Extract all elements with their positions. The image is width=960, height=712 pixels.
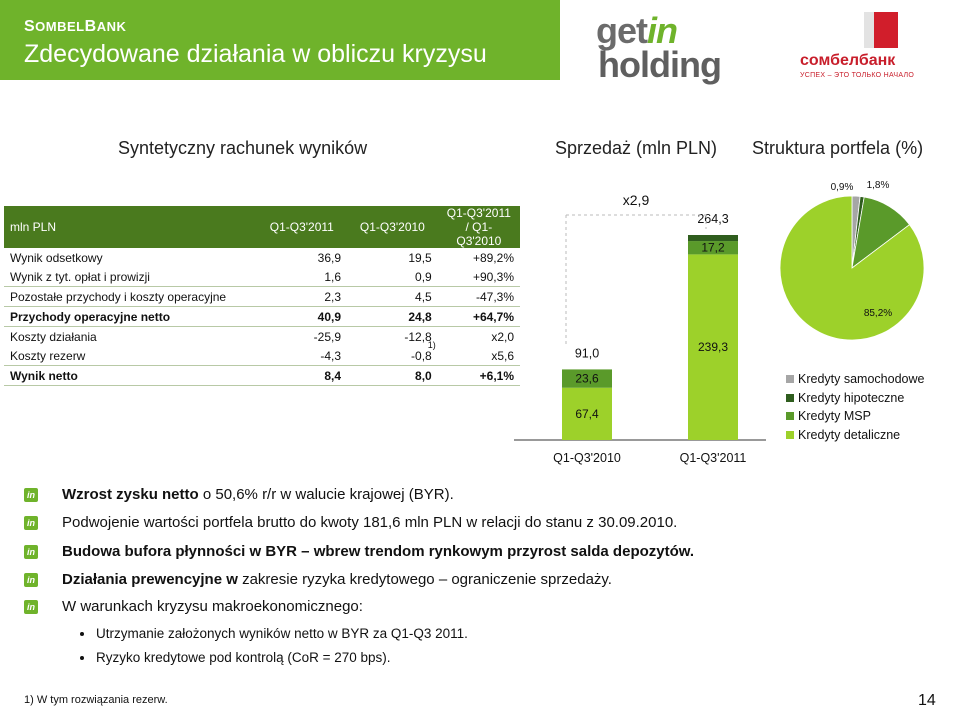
getin-bullet-icon: in: [24, 573, 38, 587]
logo-text: get: [596, 10, 647, 51]
table-row: [4, 366, 520, 386]
brand-name: SOMBELBANK: [24, 18, 127, 35]
bullet-rest: Podwojenie wartości portfela brutto do kwoty 181,6 mln PLN w relacji do stanu z 30.09.2010.: [62, 514, 678, 531]
table-cell: [347, 340, 438, 366]
pie-slice-label: 1,8%: [866, 180, 890, 191]
section-title-income: Syntetyczny rachunek wyników: [118, 138, 368, 158]
table-header: Q1-Q3'2010: [347, 206, 438, 248]
legend-item: [786, 389, 924, 408]
table-cell: -25,9: [313, 329, 342, 344]
legend-label: Kredyty samochodowe: [798, 372, 925, 386]
legend-swatch: [786, 431, 794, 439]
category-label: Q1-Q3'2010: [553, 451, 621, 465]
legend-swatch: [786, 394, 794, 402]
pie-slice-label: 85,2%: [863, 308, 893, 319]
table-cell: 8,0: [347, 366, 438, 386]
pie-legend: [786, 370, 924, 444]
table-cell: -47,3%: [438, 287, 520, 307]
table-row: [4, 327, 520, 347]
table-row: [4, 287, 520, 307]
bullet-dot-icon: [80, 632, 84, 636]
bar-value-label: 67,4: [575, 406, 599, 421]
legend-swatch: [786, 412, 794, 420]
table-row: [4, 248, 520, 267]
bar-value-label: 17,2: [701, 240, 725, 255]
section-title-portfolio: Struktura portfela (%): [752, 138, 924, 158]
bar-total-label: 264,3: [697, 212, 729, 226]
header-banner: [0, 0, 560, 80]
bullet-text: [62, 514, 677, 531]
row-label: Wynik odsetkowy: [10, 250, 103, 265]
table-cell: 19,5: [408, 250, 432, 265]
legend-label: Kredyty hipoteczne: [798, 390, 905, 405]
bullet-dot-icon: [80, 656, 84, 660]
legend-item: [786, 407, 924, 426]
logo-text: holding: [598, 44, 721, 85]
row-label: Przychody operacyjne netto: [4, 307, 257, 327]
sub-bullet-text: Utrzymanie założonych wyników netto w BYR za Q1-Q3 2011.: [96, 626, 468, 641]
getin-bullet-icon: in: [24, 488, 38, 502]
row-label: Pozostałe przychody i koszty operacyjne: [4, 287, 257, 307]
bullet-bold: Działania prewencyjne w: [62, 571, 238, 588]
bullet-text: [62, 486, 454, 503]
bar-segment: [688, 235, 738, 241]
logo-text: сомбелбанк: [800, 52, 896, 69]
bar-total-label: 91,0: [574, 346, 600, 361]
footnote: 1) W tym rozwiązania rezerw.: [24, 694, 168, 706]
sub-bullet-text: Ryzyko kredytowe pod kontrolą (CoR = 270 bps).: [96, 650, 391, 665]
table-cell: +90,3%: [438, 267, 520, 287]
bar-value-label: 239,3: [697, 340, 729, 355]
bar-value-label: 23,6: [575, 371, 599, 386]
logo-tagline: УСПЕХ – ЭТО ТОЛЬКО НАЧАЛО: [800, 72, 915, 79]
page-title: Zdecydowane działania w obliczu kryzysu: [24, 40, 487, 68]
sombelbank-logo: [800, 12, 950, 82]
table-row: [4, 346, 520, 366]
bullet-rest: zakresie ryzyka kredytowego – ograniczenie sprzedaży.: [237, 571, 612, 588]
legend-item: [786, 370, 924, 389]
row-label: Wynik netto: [4, 366, 257, 386]
pie-slice-label: 0,9%: [830, 182, 854, 193]
table-row: [4, 267, 520, 287]
table-cell: -12,8: [404, 329, 432, 344]
page-number: 14: [918, 692, 936, 709]
legend-label: Kredyty MSP: [798, 409, 871, 423]
bullet-rest: o 50,6% r/r w walucie krajowej (BYR).: [198, 486, 454, 503]
cell-value: -0,8: [411, 348, 432, 363]
table-cell: 24,8: [347, 307, 438, 327]
table-cell: 40,9: [257, 307, 347, 327]
table-cell: +6,1%: [438, 366, 520, 386]
bullet-text: [62, 598, 363, 615]
table-cell: x5,6: [438, 346, 520, 366]
bullet-text: [62, 543, 694, 560]
table-header: mln PLN: [4, 206, 257, 248]
bullet-bold: Wzrost zysku netto: [62, 486, 199, 503]
table-cell: x2,0: [491, 329, 514, 344]
legend-item: [786, 426, 924, 445]
table-cell: 2,3: [257, 287, 347, 307]
table-header: Q1-Q3'2011 / Q1-Q3'2010: [438, 206, 520, 248]
bullet-bold: Budowa bufora płynności w BYR – wbrew trendom rynkowym przyrost salda depozytów.: [62, 543, 695, 560]
table-cell: -4,3: [257, 346, 347, 366]
section-title-sales: Sprzedaż (mln PLN): [555, 138, 718, 158]
sales-bar-chart: [510, 185, 770, 475]
table-cell: 36,9: [317, 250, 342, 265]
table-cell: +64,7%: [438, 307, 520, 327]
row-label: Koszty rezerw: [4, 346, 257, 366]
bullet-rest: W warunkach kryzysu makroekonomicznego:: [62, 598, 363, 615]
getin-bullet-icon: in: [24, 600, 38, 614]
table-cell: 8,4: [257, 366, 347, 386]
portfolio-pie-chart: [780, 172, 960, 362]
table-cell: 0,9: [347, 267, 438, 287]
getin-bullet-icon: in: [24, 516, 38, 530]
category-label: Q1-Q3'2011: [679, 451, 747, 465]
legend-swatch: [786, 375, 794, 383]
table-cell: 1,6: [257, 267, 347, 287]
footnote-mark: 1): [427, 340, 436, 350]
row-label: Wynik z tyt. opłat i prowizji: [4, 267, 257, 287]
row-label: Koszty działania: [10, 329, 97, 344]
income-table: [4, 206, 520, 386]
growth-annotation: x2,9: [622, 192, 650, 208]
table-cell: +89,2%: [472, 250, 514, 265]
table-header-row: [4, 206, 520, 248]
table-header: Q1-Q3'2011: [257, 206, 347, 248]
flag-icon: [864, 12, 898, 48]
bullet-text: [62, 571, 612, 588]
logo-text: in: [647, 10, 677, 51]
getin-holding-logo: [596, 10, 746, 85]
legend-label: Kredyty detaliczne: [798, 427, 901, 442]
getin-bullet-icon: in: [24, 545, 38, 559]
table-row: [4, 307, 520, 327]
table-cell: 4,5: [347, 287, 438, 307]
